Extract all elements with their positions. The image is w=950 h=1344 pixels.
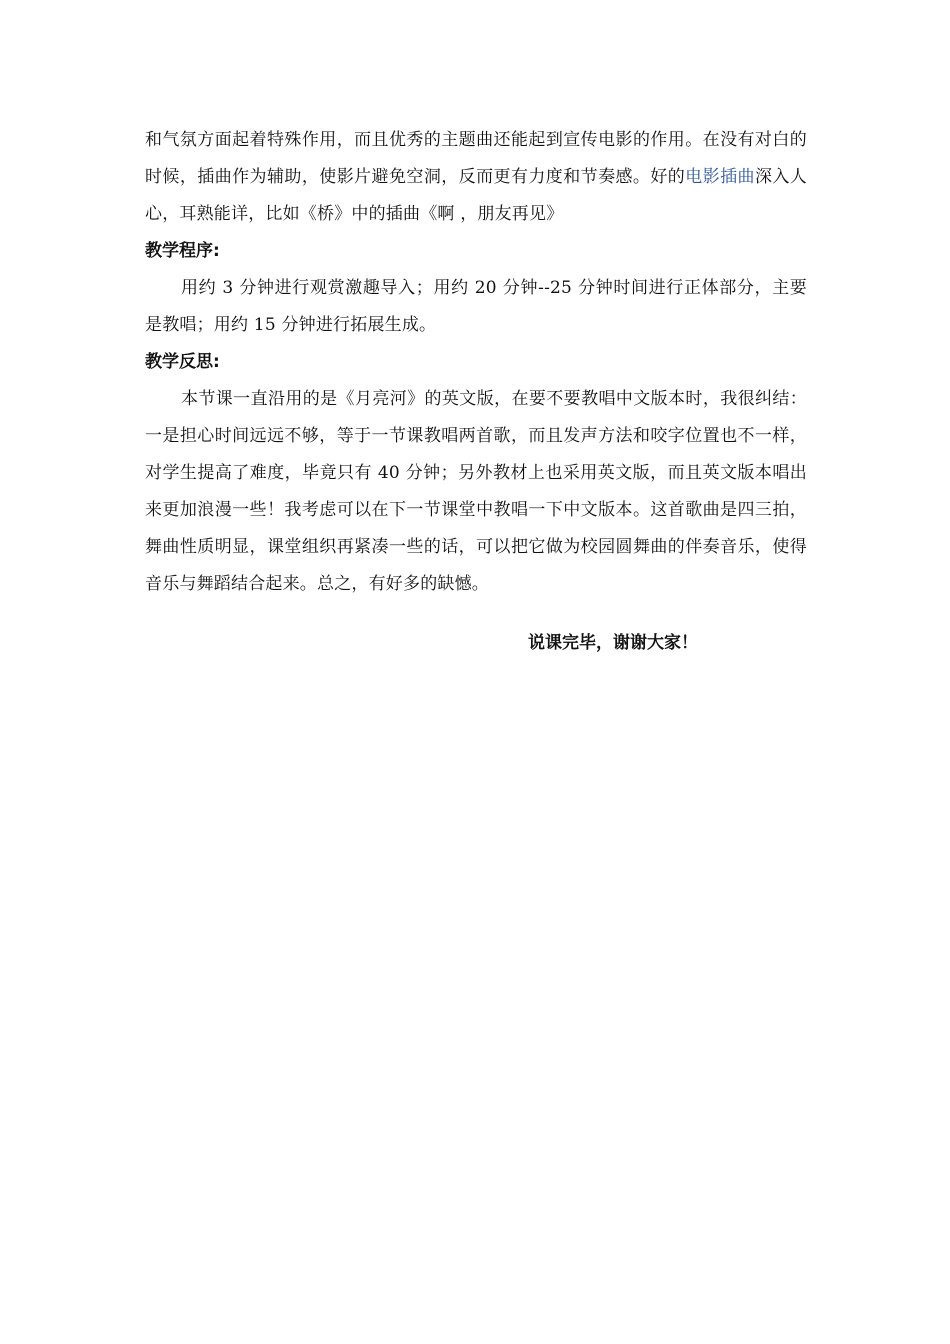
closing-remark: 说课完毕，谢谢大家！ [528, 633, 698, 653]
intro-paragraph [145, 122, 807, 233]
intro-text-after-link: 深入人心，耳熟能详，比如《桥》中的插曲《啊 ，朋友再见》 [145, 167, 807, 224]
procedure-heading: 教学程序: [145, 241, 220, 261]
procedure-paragraph: 用约 3 分钟进行观赏激趣导入；用约 20 分钟--25 分钟时间进行正体部分，主要是教唱；用约 15 分钟进行拓展生成。 [145, 278, 807, 335]
film-song-link[interactable]: 电影插曲 [685, 167, 755, 187]
intro-text-before-link: 和气氛方面起着特殊作用，而且优秀的主题曲还能起到宣传电影的作用。在没有对白的时候，插曲作为辅助，使影片避免空洞，反而更有力度和节奏感。好的 [145, 130, 807, 187]
reflection-heading: 教学反思: [145, 352, 220, 372]
reflection-paragraph: 本节课一直沿用的是《月亮河》的英文版，在要不要教唱中文版本时，我很纠结：一是担心时间远远不够，等于一节课教唱两首歌，而且发声方法和咬字位置也不一样，对学生提高了难度，毕竟只有 40 分钟；另外教材上也采用英文版，而且英文版本唱出来更加浪漫一些！我考虑可以在下一节课堂中教唱一下中文版本。这首歌曲是四三拍，舞曲性质明显，课堂组织再紧凑一些的话，可以把它做为校园圆舞曲的伴奏音乐，使得音乐与舞蹈结合起来。总之，有好多的缺憾。 [145, 389, 807, 594]
document-body [145, 122, 807, 603]
